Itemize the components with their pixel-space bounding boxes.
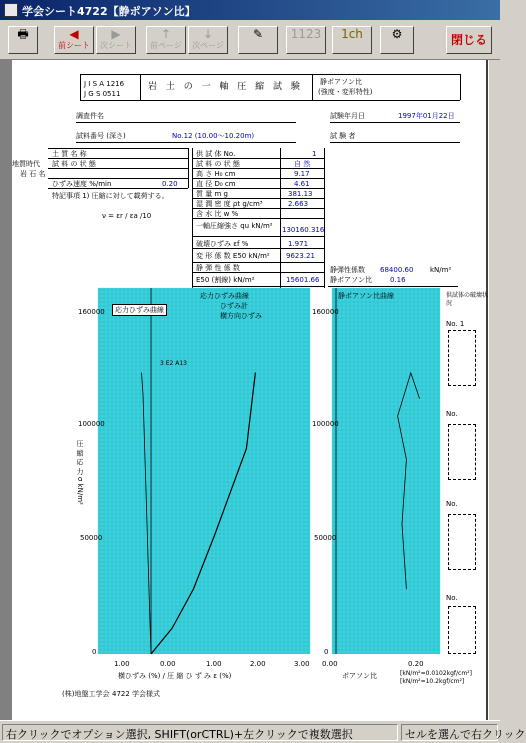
vertical-scrollbar[interactable]	[488, 60, 500, 720]
graph-icon: 1123	[290, 27, 322, 41]
settings-button[interactable]	[380, 26, 414, 54]
failure-box-4[interactable]	[448, 606, 476, 654]
next-page-button[interactable]: ↓ 次ページ	[188, 26, 228, 54]
failure-label-2: No.	[446, 410, 458, 418]
prop-label-1: 高 さ H₀ cm	[196, 170, 236, 178]
ytick-2: 50000	[80, 534, 103, 542]
print-button[interactable]	[8, 26, 38, 54]
ytick-1: 100000	[78, 420, 105, 428]
static-modulus-label: 静弾性係数	[330, 266, 365, 274]
series-line-1	[142, 373, 152, 655]
up-arrow-icon: ↑	[160, 27, 172, 41]
static-modulus-value: 68400.60	[380, 266, 414, 274]
chart-top-labels: 3 E2 A13	[160, 360, 187, 367]
prop-label-2: 直 径 D₀ cm	[196, 180, 236, 188]
date-label: 試験年月日	[330, 112, 365, 120]
poisson-series-line-0	[398, 373, 420, 589]
standard-jgs: J G S 0511	[84, 90, 121, 98]
left-row-value-2: 試 料 の 状 態	[52, 160, 96, 168]
app-icon	[4, 3, 18, 17]
prev-sheet-button[interactable]: ◀ 前シート	[54, 26, 94, 54]
poisson-formula: ν = εr / εa /10	[102, 212, 152, 220]
stress-strain-chart	[98, 288, 310, 654]
left-row-label-1: 土 質 名 称	[52, 150, 87, 158]
prop-label-7: 破壊ひずみ εf %	[196, 240, 249, 248]
unit-note-2: [kN/m²=10.2kgf/cm²]	[400, 678, 465, 685]
window-titlebar	[0, 0, 500, 20]
xtick2-0: 0.00	[322, 660, 338, 668]
ytick-0: 160000	[78, 308, 105, 316]
failure-label-4: No.	[446, 594, 458, 602]
ytick2-0: 160000	[312, 308, 339, 316]
failure-label-1: No. 1	[446, 320, 465, 328]
failure-panel-title: 供試体の破壊状況	[446, 292, 489, 307]
ytick2-2: 50000	[314, 534, 337, 542]
prop-value-7: 1.971	[288, 240, 309, 248]
status-right: セルを選んで右クリック	[401, 724, 498, 741]
y-axis-label: 圧 縮 応 力 σ kN/m²	[76, 440, 84, 505]
pencil-icon: ✎	[252, 27, 264, 41]
next-arrow-icon: ▶	[111, 27, 121, 41]
legend-line-0: 応力ひずみ曲線	[200, 292, 249, 300]
poisson-chart-title: 静ポアソン比曲線	[338, 292, 394, 300]
legend-line-2: 横方向ひずみ	[220, 312, 262, 320]
poisson-label: 静ポアソン比	[330, 276, 372, 284]
prop-value-6: 130160.316	[282, 226, 325, 234]
xtick-4: 3.00	[294, 660, 310, 668]
next-sheet-button[interactable]: ▶ 次シート	[96, 26, 136, 54]
survey-label: 調査件名	[76, 112, 104, 120]
poisson-value: 0.16	[390, 276, 406, 284]
x-axis-label: 横ひずみ (%) / 圧 縮 ひ ず み ε (%)	[118, 672, 232, 680]
down-arrow-icon: ↓	[202, 27, 214, 41]
failure-box-2[interactable]	[448, 424, 476, 480]
poisson-x-label: ポアソン比	[342, 672, 377, 680]
prop-value-0: 自 然	[294, 160, 311, 168]
prev-arrow-icon: ◀	[69, 27, 79, 41]
date-value: 1997年01月22日	[398, 112, 455, 120]
xtick-1: 0.00	[160, 660, 176, 668]
specimen-no-label: 供 試 体 No.	[196, 150, 236, 158]
legend-line-1: ひずみ計	[220, 302, 248, 310]
strain-rate-value: 0.20	[162, 180, 178, 188]
side-label-rock-name: 岩 石 名	[20, 170, 46, 178]
company-name: (株)地盤工学会	[62, 690, 110, 698]
static-modulus-unit: kN/m²	[430, 266, 452, 274]
ytick2-1: 100000	[312, 420, 339, 428]
status-bar	[0, 720, 526, 743]
ytick2-3: 0	[324, 648, 329, 656]
failure-box-1[interactable]	[448, 330, 476, 386]
failure-label-3: No.	[446, 500, 458, 508]
prop-label-8: 変 形 係 数 E50 kN/m²	[196, 252, 270, 260]
failure-box-3[interactable]	[448, 514, 476, 570]
specimen-no-value: 1	[312, 150, 317, 158]
sheet-subtitle-1: 静ポアソン比	[320, 78, 362, 86]
prop-value-1: 9.17	[294, 170, 310, 178]
toolbar	[0, 20, 500, 60]
unit-note-1: [kN/m²=0.0102kgf/cm²]	[400, 670, 472, 677]
status-left: 右クリックでオプション選択, SHIFT(orCTRL)+左クリックで複数選択	[2, 724, 398, 741]
graph-button[interactable]	[286, 26, 326, 54]
prop-value-10: 15601.66	[286, 276, 320, 284]
xtick-2: 1.00	[206, 660, 222, 668]
sheet-number: 4722 学会様式	[112, 690, 161, 698]
ytick-3: 0	[92, 648, 97, 656]
strain-rate-label: ひずみ速度 %/min	[52, 180, 112, 188]
close-button[interactable]: 閉じる	[446, 26, 492, 54]
series-line-0	[151, 373, 255, 655]
prop-value-4: 2.663	[288, 200, 309, 208]
prop-value-2: 4.61	[294, 180, 310, 188]
side-label-geologic-age: 地質時代	[12, 160, 40, 168]
prop-label-6: 一軸圧縮強さ qu kN/m²	[196, 222, 273, 230]
xtick-3: 2.00	[250, 660, 266, 668]
channel-icon: 1ch	[341, 27, 363, 41]
xtick-0: 1.00	[114, 660, 130, 668]
settings-icon: ⚙	[391, 27, 403, 41]
chart-legend-box: 応力ひずみ曲線	[112, 304, 167, 316]
tester-label: 試 験 者	[330, 132, 356, 140]
standard-jis: J I S A 1216	[84, 80, 125, 88]
poisson-chart	[332, 288, 440, 654]
sheet-title: 岩 土 の 一 軸 圧 縮 試 験	[148, 82, 303, 92]
prop-label-10: E50 (割線) kN/m²	[196, 276, 255, 284]
prop-label-3: 質 量 m g	[196, 190, 228, 198]
prop-label-0: 試 料 の 状 態	[196, 160, 240, 168]
prop-value-8: 9623.21	[286, 252, 315, 260]
sheet-subtitle-2: (強度・変形特性)	[318, 88, 373, 96]
printer-icon: 🖶	[17, 27, 29, 41]
prop-label-9: 静 弾 性 係 数	[196, 264, 240, 272]
prop-label-5: 含 水 比 w %	[196, 210, 239, 218]
xtick2-1: 0.20	[408, 660, 424, 668]
window-title: 学会シート4722【静ポアソン比】	[22, 5, 196, 18]
prop-value-3: 381.13	[288, 190, 313, 198]
draw-button[interactable]	[238, 26, 278, 54]
note-line: 特記事項 1) 圧縮に対して載荷する。	[52, 192, 169, 200]
sample-label: 試料番号 (深さ)	[76, 132, 126, 140]
channel-button[interactable]	[332, 26, 372, 54]
prop-label-4: 湿 潤 密 度 ρt g/cm³	[196, 200, 263, 208]
prev-page-button[interactable]: ↑ 前ページ	[146, 26, 186, 54]
sample-value: No.12 (10.00～10.20m)	[172, 132, 255, 140]
